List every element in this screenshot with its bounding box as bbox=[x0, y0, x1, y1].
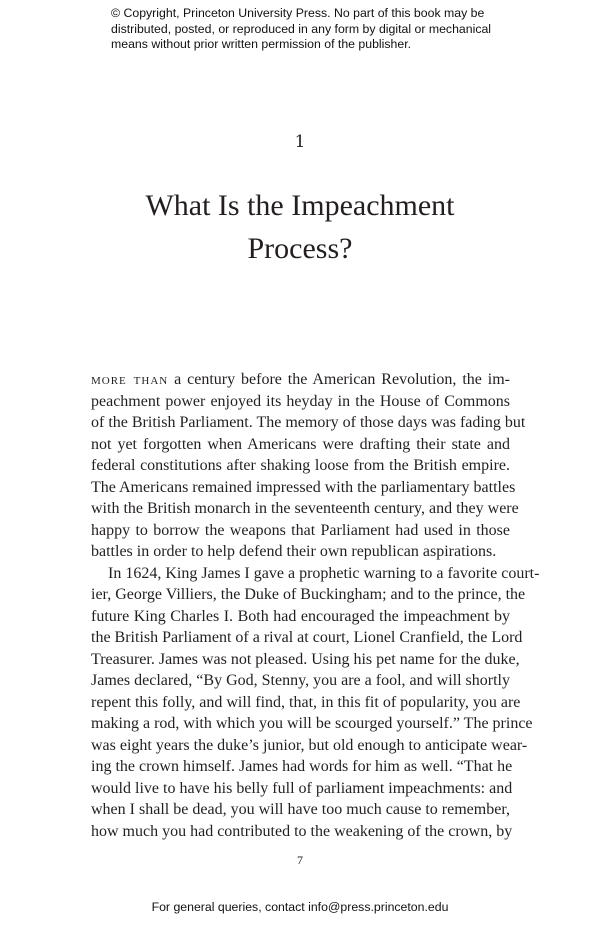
chapter-title-line: Process? bbox=[247, 232, 353, 265]
text-line: how much you had contributed to the weakening of the crown, by bbox=[91, 822, 513, 840]
copyright-line: distributed, posted, or reproduced in any form by digital or mechanical bbox=[111, 21, 492, 36]
text-line: In 1624, King James I gave a prophetic warning to a favorite court- bbox=[108, 564, 540, 582]
text-line: not yet forgotten when Americans were drafting their state and bbox=[91, 435, 510, 453]
text-line: federal constitutions after shaking loose from the British empire. bbox=[91, 457, 510, 474]
chapter-title bbox=[0, 184, 600, 270]
text-line: The Americans remained impressed with the parliamentary battles bbox=[91, 478, 516, 496]
text-line: the British Parliament of a rival at court, Lionel Cranfield, the Lord bbox=[91, 629, 523, 646]
text-line: peachment power enjoyed its heyday in the House of Commons bbox=[91, 392, 510, 410]
text-line: future King Charles I. Both had encouraged the impeachment by bbox=[91, 607, 510, 625]
text-line: of the British Parliament. The memory of those days was fading but bbox=[91, 414, 526, 431]
text-line: when I shall be dead, you will have too much cause to remember, bbox=[91, 801, 510, 818]
text-line: repent this folly, and will find, that, in this fit of popularity, you are bbox=[91, 693, 521, 711]
text-line: making a rod, with which you will be scourged yourself.” The prince bbox=[91, 715, 533, 732]
lead-in-small-caps: more than bbox=[91, 371, 169, 388]
text-span: a century before the American Revolution, the im- bbox=[168, 371, 510, 388]
text-line: would live to have his belly full of parliament impeachments: and bbox=[91, 779, 513, 797]
text-line: battles in order to help defend their own republican aspirations. bbox=[91, 543, 497, 560]
footer-contact: For general queries, contact info@press.princeton.edu bbox=[151, 900, 449, 914]
text-line: ier, George Villiers, the Duke of Buckingham; and to the prince, the bbox=[91, 586, 526, 603]
page-number: 7 bbox=[297, 853, 303, 867]
body-text bbox=[91, 369, 540, 842]
copyright-line: means without prior written permission of the publisher. bbox=[111, 37, 412, 51]
copyright-notice bbox=[111, 6, 491, 53]
text-line: happy to borrow the weapons that Parliament had used in those bbox=[91, 521, 510, 539]
text-line bbox=[91, 369, 510, 391]
text-line: ing the crown himself. James had words for him as well. “That he bbox=[91, 758, 513, 775]
text-line: with the British monarch in the seventeenth century, and they were bbox=[91, 500, 519, 517]
text-line: Treasurer. James was not pleased. Using his pet name for the duke, bbox=[91, 650, 520, 668]
text-line: James declared, “By God, Stenny, you are a fool, and will shortly bbox=[91, 672, 510, 689]
copyright-line: © Copyright, Princeton University Press. No part of this book may be bbox=[111, 6, 485, 20]
chapter-title-line: What Is the Impeachment bbox=[145, 189, 455, 222]
chapter-number: 1 bbox=[294, 132, 306, 152]
text-line: was eight years the duke’s junior, but old enough to anticipate wear- bbox=[91, 736, 528, 754]
